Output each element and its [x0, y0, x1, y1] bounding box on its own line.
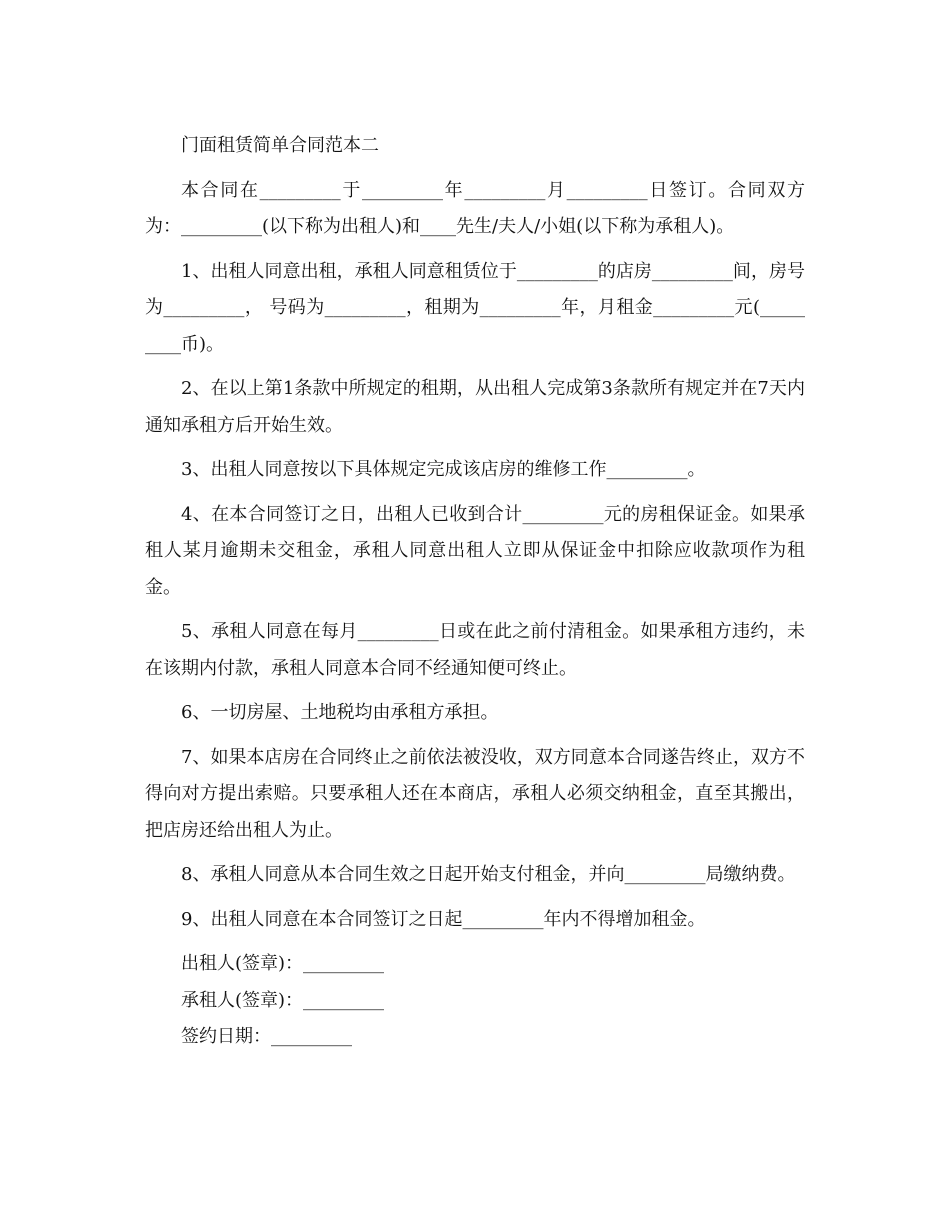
- clause-5: 5、承租人同意在每月_________日或在此之前付清租金。如果承租方违约，未在该期内付款，承租人同意本合同不经通知便可终止。: [145, 621, 805, 679]
- clause-9: 9、出租人同意在本合同签订之日起_________年内不得增加租金。: [181, 908, 706, 930]
- clause-2: 2、在以上第1条款中所规定的租期，从出租人完成第3条款所有规定并在7天内通知承租方后开始生效。: [145, 378, 805, 436]
- lessor-signature: 出租人(签章)：_________: [181, 953, 385, 974]
- document-title: 门面租赁简单合同范本二: [181, 135, 379, 156]
- clause-4: 4、在本合同签订之日，出租人已收到合计_________元的房租保证金。如果承租人某月逾期未交租金，承租人同意出租人立即从保证金中扣除应收款项作为租金。: [145, 503, 805, 598]
- lessee-signature: 承租人(签章)：_________: [181, 989, 385, 1011]
- clause-7: 7、如果本店房在合同终止之前依法被没收，双方同意本合同遂告终止，双方不得向对方提出索赔。只要承租人还在本商店，承租人必须交纳租金，直至其搬出，把店房还给出租人为止。: [145, 746, 805, 841]
- contract-body: [145, 128, 805, 1056]
- clause-1: 1、出租人同意出租，承租人同意租赁位于_________的店房_________间，房号为_________， 号码为_________，租期为_________年，月租金_________元(_________币)。: [145, 260, 805, 355]
- clause-6: 6、一切房屋、土地税均由承租方承担。: [181, 702, 499, 723]
- clause-8: 8、承租人同意从本合同生效之日起开始支付租金，并向_________局缴纳费。: [181, 864, 796, 885]
- signing-date: 签约日期：_________: [181, 1026, 352, 1047]
- contract-intro: 本合同在_________于_________年_________月_________日签订。合同双方为：_________(以下称为出租人)和____先生/夫人/小姐(以下称为承租人)。: [145, 179, 805, 237]
- clause-3: 3、出租人同意按以下具体规定完成该店房的维修工作_________。: [181, 459, 706, 480]
